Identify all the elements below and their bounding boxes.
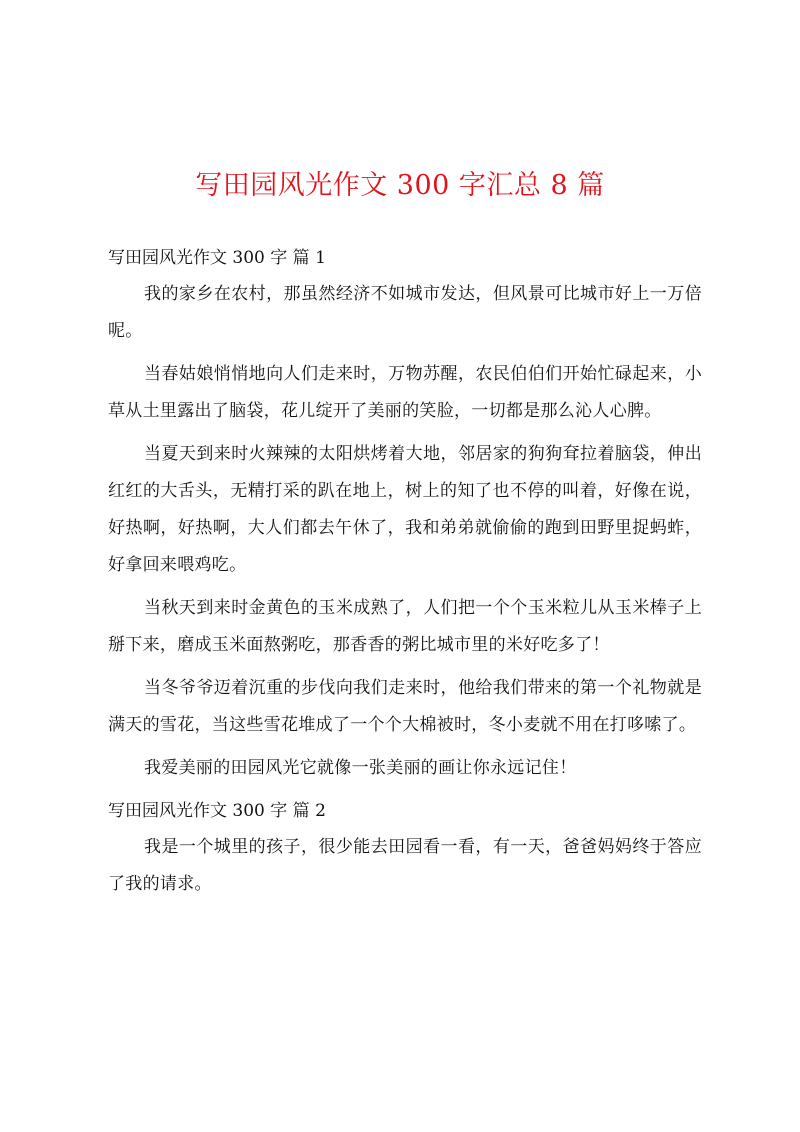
- document-title: 写田园风光作文 300 字汇总 8 篇: [195, 170, 605, 201]
- paragraph: 我爱美丽的田园风光它就像一张美丽的画让你永远记住！: [144, 758, 577, 778]
- document-body: [108, 240, 702, 909]
- paragraph: 当冬爷爷迈着沉重的步伐向我们走来时，他给我们带来的第一个礼物就是满天的雪花，当这些雪花堆成了一个个大棉被时，冬小麦就不用在打哆嗦了。: [108, 678, 702, 735]
- paragraph: 当秋天到来时金黄色的玉米成熟了，人们把一个个玉米粒儿从玉米棒子上掰下来，磨成玉米面熬粥吃，那香香的粥比城市里的米好吃多了！: [108, 598, 702, 655]
- section-heading-1: 写田园风光作文 300 字 篇 1: [108, 248, 326, 268]
- section-heading-2: 写田园风光作文 300 字 篇 2: [108, 801, 326, 821]
- paragraph: 当春姑娘悄悄地向人们走来时，万物苏醒，农民伯伯们开始忙碌起来，小草从土里露出了脑袋，花儿绽开了美丽的笑脸，一切都是那么沁人心脾。: [108, 364, 702, 421]
- paragraph: 我是一个城里的孩子，很少能去田园看一看，有一天，爸爸妈妈终于答应了我的请求。: [108, 837, 702, 894]
- paragraph: 我的家乡在农村，那虽然经济不如城市发达，但风景可比城市好上一万倍呢。: [108, 284, 702, 341]
- paragraph: 当夏天到来时火辣辣的太阳烘烤着大地，邻居家的狗狗耷拉着脑袋，伸出红红的大舌头，无精打采的趴在地上，树上的知了也不停的叫着，好像在说，好热啊，好热啊，大人们都去午休了，我和弟弟就偷偷的跑到田野里捉蚂蚱，好拿回来喂鸡吃。: [108, 444, 702, 575]
